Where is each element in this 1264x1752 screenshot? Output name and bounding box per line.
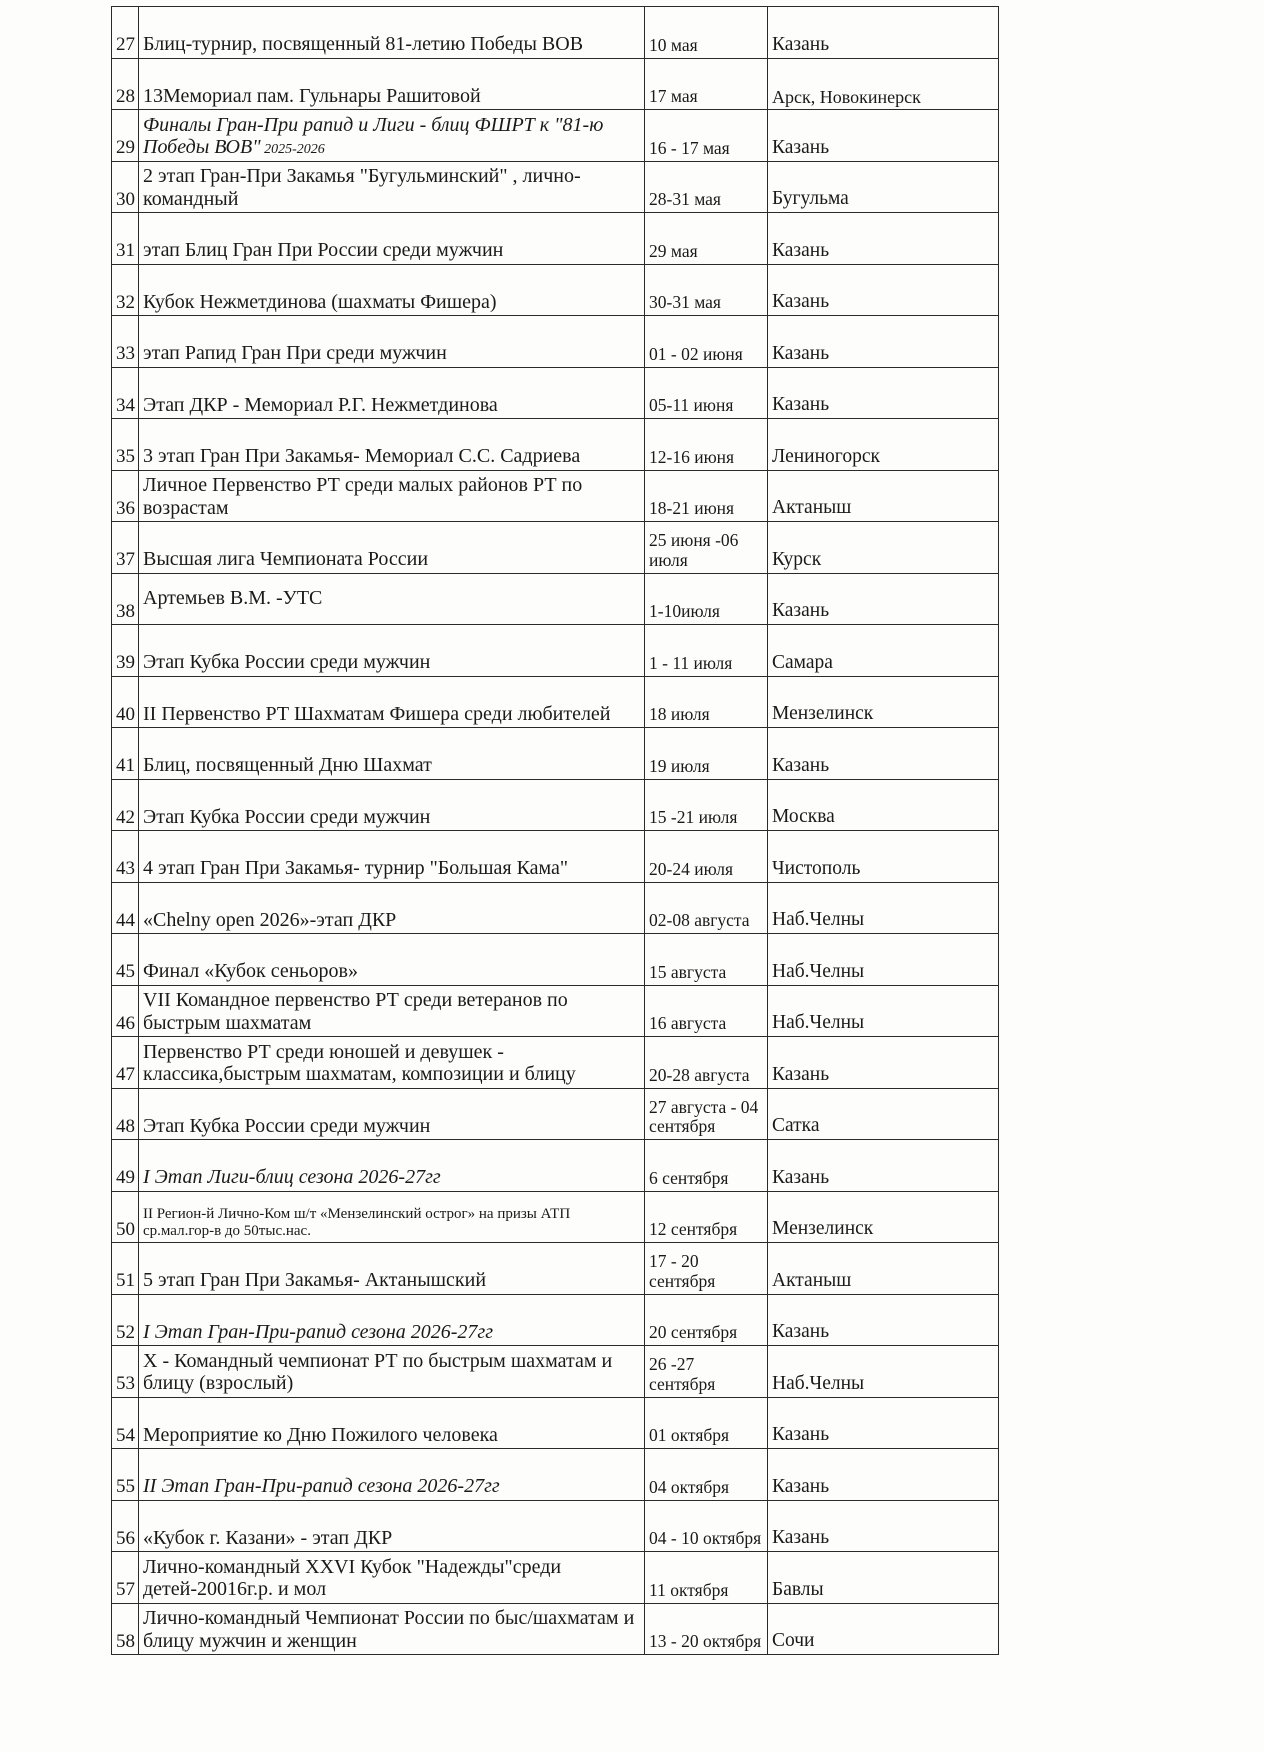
table-row bbox=[112, 264, 999, 316]
event-name bbox=[139, 625, 645, 677]
event-name-text: Артемьев В.М. -УТС bbox=[143, 586, 323, 609]
event-city: Наб.Челны bbox=[768, 882, 999, 934]
event-city: Казань bbox=[768, 1397, 999, 1449]
table-row bbox=[112, 58, 999, 110]
event-city: Актаныш bbox=[768, 1243, 999, 1295]
event-name-text: этап Блиц Гран При России среди мужчин bbox=[143, 239, 504, 262]
event-city: Казань bbox=[768, 728, 999, 780]
event-name bbox=[139, 1243, 645, 1295]
event-date: 26 -27 сентября bbox=[645, 1346, 768, 1398]
event-name bbox=[139, 161, 645, 213]
event-date: 1-10июля bbox=[645, 573, 768, 625]
event-name-text: I Этап Гран-При-рапид сезона 2026-27гг bbox=[143, 1320, 494, 1343]
table-row bbox=[112, 779, 999, 831]
row-number: 55 bbox=[112, 1449, 139, 1501]
event-name bbox=[139, 470, 645, 522]
event-date: 17 мая bbox=[645, 58, 768, 110]
table-row bbox=[112, 1037, 999, 1089]
event-city: Казань bbox=[768, 367, 999, 419]
table-row bbox=[112, 1449, 999, 1501]
row-number: 49 bbox=[112, 1140, 139, 1192]
table-row bbox=[112, 1243, 999, 1295]
event-date: 6 сентября bbox=[645, 1140, 768, 1192]
event-name bbox=[139, 1037, 645, 1089]
table-row bbox=[112, 367, 999, 419]
event-date: 17 - 20 сентября bbox=[645, 1243, 768, 1295]
row-number: 58 bbox=[112, 1603, 139, 1655]
event-name-text: Лично-командный XXVI Кубок "Надежды"среди детей-20016г.р. и мол bbox=[143, 1555, 562, 1601]
event-name bbox=[139, 882, 645, 934]
event-name-text: Первенство РТ среди юношей и девушек - классика,быстрым шахматам, композиции и блицу bbox=[143, 1040, 576, 1086]
event-date: 04 - 10 октября bbox=[645, 1500, 768, 1552]
event-name bbox=[139, 7, 645, 59]
event-date: 29 мая bbox=[645, 213, 768, 265]
table-row bbox=[112, 110, 999, 162]
event-name-text: Блиц-турнир, посвященный 81-летию Победы ВОВ bbox=[143, 33, 584, 56]
table-row bbox=[112, 882, 999, 934]
event-name bbox=[139, 367, 645, 419]
event-city: Сочи bbox=[768, 1603, 999, 1655]
event-name bbox=[139, 213, 645, 265]
event-name bbox=[139, 419, 645, 471]
event-name-text: 4 этап Гран При Закамья- турнир "Большая Кама" bbox=[143, 857, 569, 880]
row-number: 50 bbox=[112, 1191, 139, 1243]
event-date: 01 - 02 июня bbox=[645, 316, 768, 368]
row-number: 47 bbox=[112, 1037, 139, 1089]
event-city: Казань bbox=[768, 7, 999, 59]
event-date: 13 - 20 октября bbox=[645, 1603, 768, 1655]
row-number: 34 bbox=[112, 367, 139, 419]
event-city: Курск bbox=[768, 522, 999, 574]
table-row bbox=[112, 522, 999, 574]
row-number: 35 bbox=[112, 419, 139, 471]
event-date: 1 - 11 июля bbox=[645, 625, 768, 677]
event-name bbox=[139, 1140, 645, 1192]
event-name bbox=[139, 1603, 645, 1655]
event-date: 30-31 мая bbox=[645, 264, 768, 316]
event-date: 02-08 августа bbox=[645, 882, 768, 934]
event-name-text: Этап Кубка России среди мужчин bbox=[143, 1114, 431, 1137]
event-name-text: II Первенство РТ Шахматам Фишера среди любителей bbox=[143, 702, 611, 725]
event-city: Чистополь bbox=[768, 831, 999, 883]
row-number: 30 bbox=[112, 161, 139, 213]
event-city: Казань bbox=[768, 573, 999, 625]
events-schedule-table bbox=[111, 6, 999, 1655]
event-name bbox=[139, 779, 645, 831]
event-city: Казань bbox=[768, 1037, 999, 1089]
event-date: 16 - 17 мая bbox=[645, 110, 768, 162]
event-name bbox=[139, 1397, 645, 1449]
table-row bbox=[112, 1346, 999, 1398]
event-name-text: 2 этап Гран-При Закамья "Бугульминский" , лично-командный bbox=[143, 165, 581, 210]
event-date: 12-16 июня bbox=[645, 419, 768, 471]
row-number: 32 bbox=[112, 264, 139, 316]
row-number: 27 bbox=[112, 7, 139, 59]
row-number: 38 bbox=[112, 573, 139, 625]
event-date: 19 июля bbox=[645, 728, 768, 780]
event-date: 27 августа - 04 сентября bbox=[645, 1088, 768, 1140]
event-city: Наб.Челны bbox=[768, 985, 999, 1037]
event-name-text: Этап Кубка России среди мужчин bbox=[143, 805, 431, 828]
row-number: 51 bbox=[112, 1243, 139, 1295]
event-name-text: 13Мемориал пам. Гульнары Рашитовой bbox=[143, 84, 481, 107]
table-row bbox=[112, 831, 999, 883]
event-name-text: II Регион-й Лично-Ком ш/т «Мензелинский острог» на призы АТП ср.мал.гор-в до 50тыс.нас. bbox=[143, 1206, 571, 1240]
row-number: 42 bbox=[112, 779, 139, 831]
event-city: Казань bbox=[768, 264, 999, 316]
row-number: 29 bbox=[112, 110, 139, 162]
event-name-text: I Этап Лиги-блиц сезона 2026-27гг bbox=[143, 1166, 441, 1189]
event-name-text: «Chelny open 2026»-этап ДКР bbox=[143, 908, 397, 931]
event-name-text: Блиц, посвященный Дню Шахмат bbox=[143, 754, 432, 777]
table-row bbox=[112, 985, 999, 1037]
row-number: 48 bbox=[112, 1088, 139, 1140]
row-number: 40 bbox=[112, 676, 139, 728]
event-date: 20-24 июля bbox=[645, 831, 768, 883]
table-row bbox=[112, 934, 999, 986]
table-row bbox=[112, 213, 999, 265]
table-row bbox=[112, 1603, 999, 1655]
event-date: 05-11 июня bbox=[645, 367, 768, 419]
table-row bbox=[112, 316, 999, 368]
event-city: Казань bbox=[768, 1500, 999, 1552]
event-city: Самара bbox=[768, 625, 999, 677]
event-name-text: II Этап Гран-При-рапид сезона 2026-27гг bbox=[143, 1475, 500, 1498]
row-number: 44 bbox=[112, 882, 139, 934]
event-city: Актаныш bbox=[768, 470, 999, 522]
event-city: Москва bbox=[768, 779, 999, 831]
event-date: 12 сентября bbox=[645, 1191, 768, 1243]
row-number: 45 bbox=[112, 934, 139, 986]
row-number: 31 bbox=[112, 213, 139, 265]
event-name-text: Этап ДКР - Мемориал Р.Г. Нежметдинова bbox=[143, 393, 498, 416]
event-date: 01 октября bbox=[645, 1397, 768, 1449]
event-date: 15 августа bbox=[645, 934, 768, 986]
table-row bbox=[112, 676, 999, 728]
table-row bbox=[112, 1397, 999, 1449]
table-row bbox=[112, 161, 999, 213]
table-row bbox=[112, 573, 999, 625]
row-number: 39 bbox=[112, 625, 139, 677]
event-name-text: 3 этап Гран При Закамья- Мемориал С.С. Садриева bbox=[143, 445, 581, 468]
table-row bbox=[112, 625, 999, 677]
event-city: Казань bbox=[768, 316, 999, 368]
event-city: Мензелинск bbox=[768, 676, 999, 728]
event-name bbox=[139, 1500, 645, 1552]
row-number: 46 bbox=[112, 985, 139, 1037]
table-row bbox=[112, 1140, 999, 1192]
event-date: 18 июля bbox=[645, 676, 768, 728]
event-date: 11 октября bbox=[645, 1552, 768, 1604]
event-name bbox=[139, 1088, 645, 1140]
event-name bbox=[139, 934, 645, 986]
event-date: 04 октября bbox=[645, 1449, 768, 1501]
event-name bbox=[139, 1294, 645, 1346]
event-name bbox=[139, 264, 645, 316]
row-number: 36 bbox=[112, 470, 139, 522]
schedule-rows bbox=[112, 7, 999, 1655]
event-date: 16 августа bbox=[645, 985, 768, 1037]
event-city: Мензелинск bbox=[768, 1191, 999, 1243]
event-date: 25 июня -06 июля bbox=[645, 522, 768, 574]
table-row bbox=[112, 1500, 999, 1552]
event-name bbox=[139, 573, 645, 625]
event-date: 20-28 августа bbox=[645, 1037, 768, 1089]
event-name-text: VII Командное первенство РТ среди ветеранов по быстрым шахматам bbox=[143, 989, 568, 1034]
row-number: 43 bbox=[112, 831, 139, 883]
event-name bbox=[139, 316, 645, 368]
event-name bbox=[139, 728, 645, 780]
event-name bbox=[139, 1346, 645, 1398]
event-name bbox=[139, 1191, 645, 1243]
event-city: Бугульма bbox=[768, 161, 999, 213]
table-row bbox=[112, 7, 999, 59]
event-name-text: 5 этап Гран При Закамья- Актанышский bbox=[143, 1269, 487, 1292]
event-city: Наб.Челны bbox=[768, 1346, 999, 1398]
event-name bbox=[139, 985, 645, 1037]
event-name bbox=[139, 1449, 645, 1501]
event-name-text: Высшая лига Чемпионата России bbox=[143, 548, 429, 571]
event-name-text: «Кубок г. Казани» - этап ДКР bbox=[143, 1526, 393, 1549]
event-name-text: X - Командный чемпионат РТ по быстрым шахматам и блицу (взрослый) bbox=[143, 1349, 613, 1395]
event-name-text: Финал «Кубок сеньоров» bbox=[143, 960, 358, 983]
event-name bbox=[139, 831, 645, 883]
event-date: 28-31 мая bbox=[645, 161, 768, 213]
table-row bbox=[112, 1191, 999, 1243]
event-city: Казань bbox=[768, 1140, 999, 1192]
table-row bbox=[112, 470, 999, 522]
event-name bbox=[139, 58, 645, 110]
event-name-text: Лично-командный Чемпионат России по быс/шахматам и блицу мужчин и женщин bbox=[143, 1607, 635, 1652]
event-date: 10 мая bbox=[645, 7, 768, 59]
event-date: 15 -21 июля bbox=[645, 779, 768, 831]
row-number: 56 bbox=[112, 1500, 139, 1552]
event-name-suffix: 2025-2026 bbox=[260, 142, 325, 158]
event-city: Арск, Новокинерск bbox=[768, 58, 999, 110]
event-city: Казань bbox=[768, 1449, 999, 1501]
event-city: Казань bbox=[768, 213, 999, 265]
event-date: 18-21 июня bbox=[645, 470, 768, 522]
event-name bbox=[139, 522, 645, 574]
row-number: 33 bbox=[112, 316, 139, 368]
event-city: Лениногорск bbox=[768, 419, 999, 471]
event-city: Казань bbox=[768, 110, 999, 162]
row-number: 41 bbox=[112, 728, 139, 780]
event-name bbox=[139, 1552, 645, 1604]
table-row bbox=[112, 419, 999, 471]
event-name-text: этап Рапид Гран При среди мужчин bbox=[143, 342, 447, 365]
event-name bbox=[139, 676, 645, 728]
event-name-text: Этап Кубка России среди мужчин bbox=[143, 651, 431, 674]
row-number: 37 bbox=[112, 522, 139, 574]
event-name-text: Финалы Гран-При рапид и Лиги - блиц ФШРТ к "81-ю Победы ВОВ" bbox=[143, 113, 604, 159]
event-city: Казань bbox=[768, 1294, 999, 1346]
table-row bbox=[112, 1552, 999, 1604]
row-number: 28 bbox=[112, 58, 139, 110]
row-number: 53 bbox=[112, 1346, 139, 1398]
event-date: 20 сентября bbox=[645, 1294, 768, 1346]
row-number: 52 bbox=[112, 1294, 139, 1346]
event-city: Сатка bbox=[768, 1088, 999, 1140]
row-number: 54 bbox=[112, 1397, 139, 1449]
event-name bbox=[139, 110, 645, 162]
table-row bbox=[112, 728, 999, 780]
event-city: Наб.Челны bbox=[768, 934, 999, 986]
event-name-text: Мероприятие ко Дню Пожилого человека bbox=[143, 1423, 498, 1446]
table-row bbox=[112, 1294, 999, 1346]
event-name-text: Кубок Нежметдинова (шахматы Фишера) bbox=[143, 290, 497, 313]
event-city: Бавлы bbox=[768, 1552, 999, 1604]
event-name-text: Личное Первенство РТ среди малых районов РТ по возрастам bbox=[143, 474, 583, 519]
row-number: 57 bbox=[112, 1552, 139, 1604]
table-row bbox=[112, 1088, 999, 1140]
